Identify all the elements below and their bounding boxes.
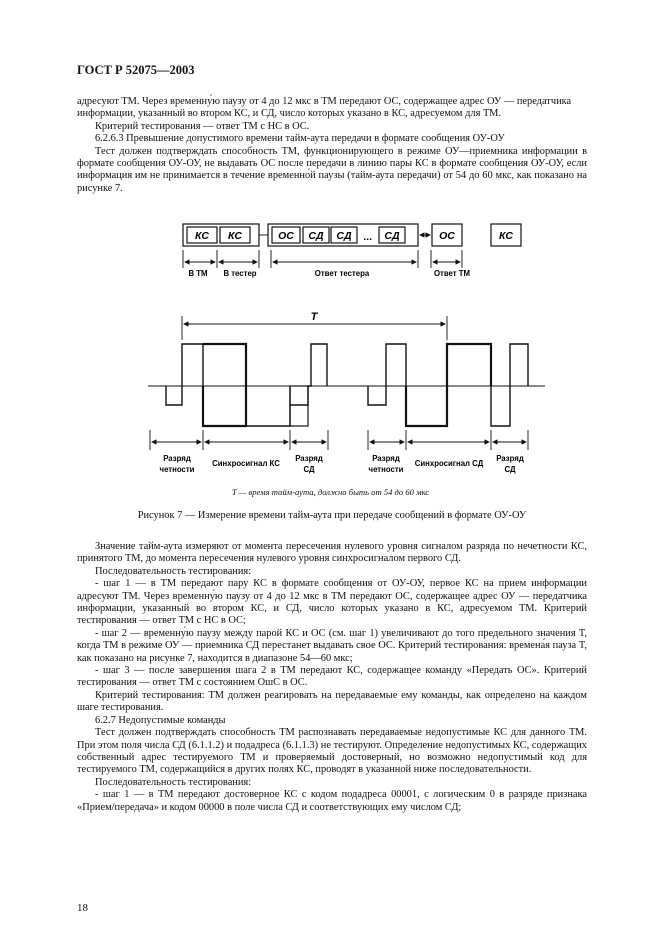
- ellipsis-label: ...: [363, 231, 373, 243]
- paragraph: Тест должен подтверждать способность ТМ распознавать передаваемые недопустимые КС для данного ТМ. При этом поля числа СД (6.1.1.2) и подадреса (6.1.1.3) не тестируют. Определение недопустимых КС, содержащих собственный адрес тестируемого ТМ и проверяемый достоверный, но возможно недопустимый код для тестируемого ТМ, содержащийся в других полях КС, проводят в указанной ниже последовательности.: [77, 727, 587, 776]
- paragraph: - шаг 2 — временну́ю паузу между парой КС и ОС (см. шаг 1) увеличивают до того предельного значения T, когда ТМ в режиме ОУ — приемника СД перестанет выдавать свое ОС. Критерий тестирования: времена́я пауза T, как показано на рисунке 7, находится в диапазоне 54—60 мкс;: [77, 627, 587, 664]
- ks-box-1-label: КС: [195, 230, 209, 242]
- brace-label-tm-reply: Ответ ТМ: [433, 269, 471, 278]
- sd-box-n-label: СД: [384, 230, 400, 242]
- sd-box-2-label: СД: [336, 230, 352, 242]
- ks-box-2-label: КС: [228, 230, 242, 242]
- wave-label-bit-sd-2a: Разряд: [496, 454, 524, 463]
- paragraph: Значение тайм-аута измеряют от момента пересечения нулевого уровня сигналом разряда по нечетности КС, принятого ТМ, до момента пересечения нулевого уровня синхросигналом первого СД.: [77, 541, 587, 565]
- paragraph: - шаг 1 — в ТМ передают достоверное КС с кодом подадреса 00001, с логическим 0 в разряде признака «Прием/передача» и кодом 00000 в поле числа СД и соответствующих ему числом СД;: [77, 789, 587, 813]
- wave-label-parity-1b: четности: [159, 465, 195, 474]
- paragraph: адресуют ТМ. Через временну́ю паузу от 4 до 12 мкс в ТМ передают ОС, содержащее адрес ОУ — передатчика информации, указанный во втором КС, и СД, число которых указано в КС, адресуемом для ТМ.: [77, 96, 572, 120]
- os-box-tester-label: ОС: [278, 230, 294, 242]
- waveform-ks: [166, 344, 203, 405]
- wave-label-bit-sd-1a: Разряд: [295, 454, 323, 463]
- wave-label-parity-2b: четности: [368, 465, 404, 474]
- wave-label-bit-sd-2b: СД: [504, 465, 516, 474]
- paragraph: Тест должен подтверждать способность ТМ, функционирующего в режиме ОУ—приемника информации в формате сообщения ОУ-ОУ, не выдавать ОС после передачи в линию пары КС в формате сообщения ОУ-ОУ, если информация им не принимается в течение временно́й паузы (тайм-аута передачи) от 54 до 60 мкс, как показано на рисунке 7.: [77, 145, 587, 194]
- paragraph: Последовательность тестирования:: [95, 776, 252, 788]
- wave-label-parity-2a: Разряд: [372, 454, 400, 463]
- text-block-bottom: [77, 541, 587, 814]
- period-label: T: [310, 311, 318, 323]
- brace-label-v-tm: В ТМ: [188, 269, 208, 278]
- wave-label-sync-sd: Синхросигнал СД: [414, 459, 484, 468]
- page-number: 18: [77, 902, 88, 914]
- paragraph: Критерий тестирования: ТМ должен реагировать на передаваемые ему команды, как определено на каждом шаге тестирования.: [77, 689, 587, 714]
- paragraph: - шаг 3 — после завершения шага 2 в ТМ передают КС, содержащее команду «Передать ОС». Критерий тестирования — ответ ТМ с состоянием ОшС в ОС.: [77, 665, 587, 689]
- os-box-tm-label: ОС: [439, 230, 455, 242]
- figure-caption: Рисунок 7 — Измерение времени тайм-аута при передаче сообщений в формате ОУ-ОУ: [137, 510, 527, 521]
- paragraph: Критерий тестирования — ответ ТМ с НС в ОС.: [95, 120, 310, 132]
- ks-box-3-label: КС: [499, 230, 513, 242]
- document-header: ГОСТ Р 52075—2003: [77, 63, 195, 77]
- wave-label-bit-sd-1b: СД: [303, 465, 315, 474]
- paragraph: Последовательность тестирования:: [95, 565, 252, 577]
- paragraph: 6.2.7 Недопустимые команды: [95, 714, 226, 726]
- paragraph: - шаг 1 — в ТМ передают пару КС в формате сообщения от ОУ-ОУ, первое КС на прием информации адресуют ТМ. Через временну́ю паузу от 4 до 12 мкс в ТМ передают ОС, содержащее адрес ОУ — передатчика информации, указанный во втором КС, и СД, число которых указано в КС, адресуемом ТМ. Критерий тестирования — ответ ТМ с НС в ОС;: [77, 578, 587, 627]
- brace-label-v-tester: В тестер: [223, 269, 257, 278]
- wave-label-sync-ks: Синхросигнал КС: [212, 459, 280, 468]
- figure-note: T — время тайм-аута, должно быть от 54 до 60 мкс: [231, 487, 430, 497]
- sd-box-1-label: СД: [308, 230, 324, 242]
- brace-label-tester-reply: Ответ тестера: [314, 269, 370, 278]
- wave-label-parity-1a: Разряд: [163, 454, 191, 463]
- paragraph: 6.2.6.3 Превышение допустимого времени тайм-аута передачи в формате сообщения ОУ-ОУ: [95, 133, 505, 145]
- waveform-sd: [368, 344, 406, 405]
